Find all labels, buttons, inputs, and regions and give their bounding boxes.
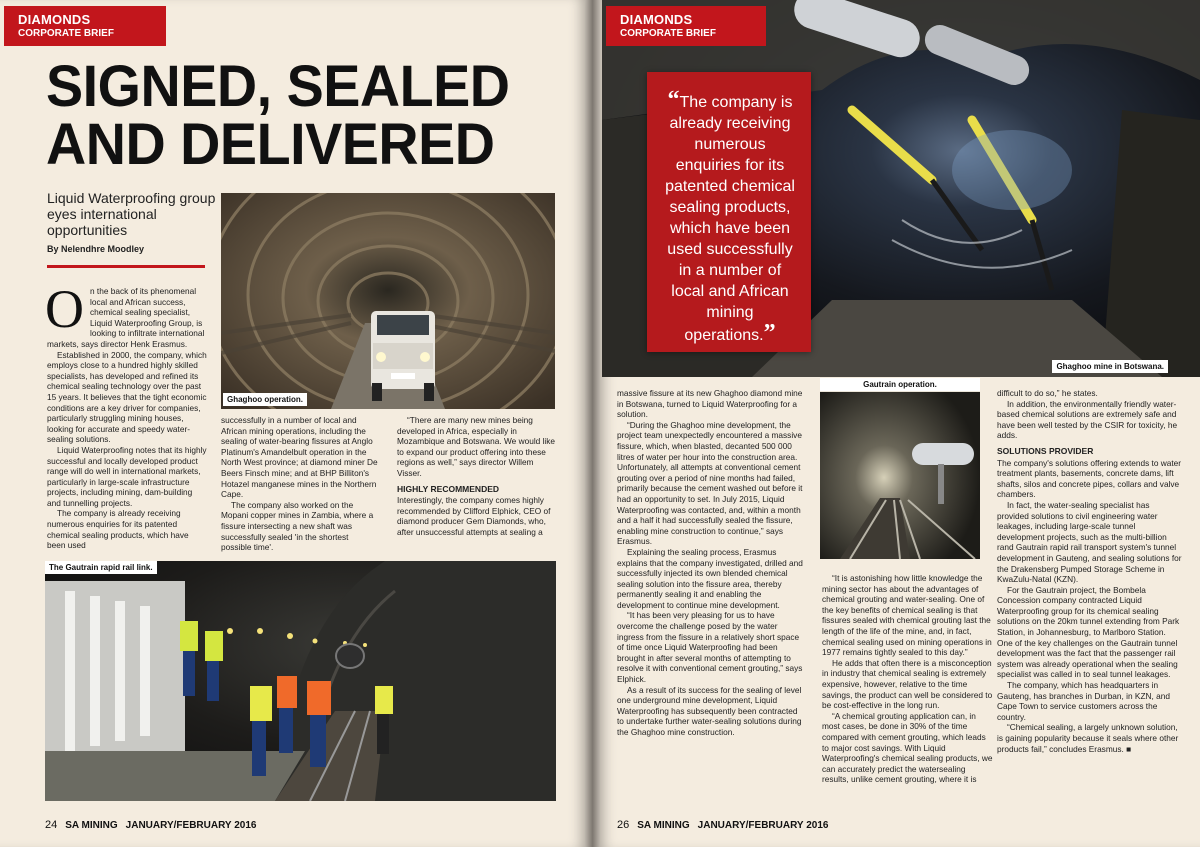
photo-gautrain-operation: [820, 378, 980, 559]
byline: By Nelendhre Moodley: [47, 244, 145, 254]
article-column-1: [617, 388, 805, 738]
article-column-2: [221, 415, 381, 553]
close-quote-mark: ”: [763, 320, 776, 346]
paragraph: Liquid Waterproofing notes that its highly successful and locally developed product range will do well in international markets, particularly in large-scale infrastructure projects, including mining, dam-building and tunnelling projects.: [47, 444, 207, 508]
photo-caption: Ghaghoo operation.: [223, 393, 307, 406]
magazine-name: SA MINING: [65, 820, 118, 831]
photo-caption: Ghaghoo mine in Botswana.: [1052, 360, 1168, 373]
article-column-3: [997, 388, 1182, 754]
paragraph: Explaining the sealing process, Erasmus explains that the company investigated, drilled and successfully injected its own blended chemical sealing solution into the fissure area, thereby permanently sealing it and enabling the development to continue mine development.: [617, 546, 803, 610]
pull-quote-text: The company is already receiving numerous enquiries for its patented chemical sealing products, which have been used successfully in a number of local and African mining operations.: [665, 94, 795, 344]
left-page: [0, 0, 585, 847]
subsection-label: CORPORATE BRIEF: [620, 28, 716, 39]
paragraph: As a result of its success for the sealing of level one underground mine development, Liquid Waterproofing has subsequently been contracted to undertake further water-sealing solutions during the Ghaghoo mine construction.: [617, 684, 802, 737]
article-column-2: [822, 573, 994, 785]
paragraph: “During the Ghaghoo mine development, the project team unexpectedly encountered a massive fissure, which, when blasted, decanted 500 000 litres of water per hour into the construction area. Unfortunately, all attempts at conventional cement grouting over a period of nine months had failed, primarily because the cement washed out before it had an opportunity to set. In July 2015, Liquid Waterproofing was contacted, and, within a month and a half it had successfully sealed the fissure, enabling mine construction to continue,” says Erasmus.: [617, 419, 803, 547]
photo-caption: The Gautrain rapid rail link.: [45, 561, 157, 574]
paragraph: For the Gautrain project, the Bombela Concession company contracted Liquid Waterproofing group for its chemical sealing solutions on the 20km tunnel extending from Park Station, in Johannesburg, to Marlboro Station. One of the key challenges on the Gautrain tunnel development was the fact that the passenger rail system was already operational when the sealing specialist was called in to seal tunnel leakages.: [997, 584, 1180, 680]
paragraph: successfully in a number of local and African mining operations, including the sealing of water-bearing fissures at Anglo Platinum's Amandelbult operation in the North West province; at diamond miner De Beers Finsch mine; and at BHP Billiton's Hotazel manganese mines in the Northern Cape.: [221, 415, 378, 500]
photo-gautrain-rail: [45, 561, 556, 801]
paragraph: difficult to do so,” he states.: [997, 388, 1098, 398]
section-label: DIAMONDS: [620, 12, 693, 27]
paragraph: Interestingly, the company comes highly recommended by Clifford Elphick, CEO of diamond producer Gem Diamonds, who, after unsuccessful attempts at sealing a: [397, 495, 551, 537]
drop-cap: O: [45, 279, 84, 339]
page-footer: [617, 819, 828, 831]
article-column-3: [397, 415, 557, 538]
section-tag: [4, 6, 166, 46]
photo-caption: Gautrain operation.: [820, 378, 980, 391]
tunnel-vehicle-image: [221, 193, 555, 409]
page-number: 26: [617, 819, 630, 831]
paragraph: “It is astonishing how little knowledge the mining sector has about the advantages of chemical grouting and water-sealing. One of the key benefits of chemical sealing is that fissures sealed with chemical grouting last the length of the life of the mine, and, in fact, chemical sealing used on mining operations in 1977 remains tightly sealed to this day.”: [822, 573, 992, 658]
open-quote-mark: “: [667, 87, 680, 113]
paragraph: The company is already receiving numerous enquiries for its patented chemical sealing products, which have been used: [47, 508, 189, 551]
subheading: HIGHLY RECOMMENDED: [397, 483, 500, 494]
paragraph: “There are many new mines being developed in Africa, especially in Mozambique and Botswana. We would like to expand our product offering into these regions as well,” says director Willem Visser.: [397, 415, 556, 478]
paragraph: The company's solutions offering extends to water treatment plants, basements, concrete dams, lift shafts, silos and concrete pipes, collars and valve chambers.: [997, 457, 1182, 500]
paragraph: In addition, the environmentally friendly water-based chemical solutions are extremely safe and have been well tested by the CSIR for toxicity, he adds.: [997, 398, 1178, 441]
page-footer: [45, 819, 256, 831]
pull-quote: [647, 72, 811, 352]
paragraph: “It has been very pleasing for us to have overcome the challenge posed by the water ingress from the fissure in a relatively short space of time once Liquid Waterproofing had been brought in after several months of attempting to resolve it with conventional cement grouting,” says Elphick.: [617, 610, 803, 685]
paragraph: In fact, the water-sealing specialist has provided solutions to civil engineering water leakages, including large-scale tunnel development projects, such as the multi-billion rand Gautrain rapid rail transport system's tunnel development in Gauteng, and sealing solutions for the Drakensberg Pumped Storage Scheme in KwaZulu-Natal (KZN).: [997, 499, 1182, 585]
paragraph: massive fissure at its new Ghaghoo diamond mine in Botswana, turned to Liquid Waterproofing for a solution.: [617, 388, 803, 420]
photo-ghaghoo-tunnel: [221, 193, 555, 409]
gautrain-tunnel-image: [820, 378, 980, 559]
headline-line-1: SIGNED, SEALED: [46, 54, 510, 119]
paragraph: “A chemical grouting application can, in most cases, be done in 30% of the time compared with cement grouting, which leads to major cost savings. With Liquid Waterproofing's chemical sealing products, we can accurately predict the watersealing results, unlike cement grouting, where it is: [822, 710, 993, 785]
article-column-1: [45, 279, 207, 551]
rail-tunnel-workers-image: [45, 561, 556, 801]
section-tag: [606, 6, 766, 46]
paragraph: He adds that often there is a misconception in industry that chemical sealing is extremely expensive, however, relative to the time savings, the product can well be considered to be cost-effective in the long run.: [822, 657, 993, 711]
headline-line-2: AND DELIVERED: [46, 112, 495, 177]
paragraph: The company, which has headquarters in Gauteng, has branches in Durban, in KZN, and Cape Town to service customers across the country.: [997, 680, 1170, 722]
paragraph: n the back of its phenomenal local and African success, chemical sealing specialist, Liquid Waterproofing Group, is looking to infiltrate international markets, says director Henk Erasmus.: [47, 286, 205, 349]
subheading: SOLUTIONS PROVIDER: [997, 445, 1094, 456]
page-spine: [585, 0, 600, 847]
paragraph: Established in 2000, the company, which employs close to a hundred highly skilled specialists, has developed and refined its chemical sealing technology over the past 15 years. It believes that the tight economic conditions are a key driver for companies, particularly struggling mining houses, looking for accurate and speedy water-sealing solutions.: [47, 349, 207, 445]
magazine-name: SA MINING: [637, 820, 690, 831]
section-label: DIAMONDS: [18, 12, 91, 27]
paragraph: “Chemical sealing, a largely unknown solution, is gaining popularity because it seals where other products fail,” concludes Erasmus. ■: [997, 722, 1179, 754]
paragraph: The company also worked on the Mopani copper mines in Zambia, where a fissure intersecting a new shaft was successfully sealed 'in the shortest possible time'.: [221, 499, 374, 553]
issue-date: JANUARY/FEBRUARY 2016: [697, 820, 829, 831]
page-number: 24: [45, 819, 58, 831]
red-rule: [47, 265, 205, 268]
issue-date: JANUARY/FEBRUARY 2016: [125, 820, 257, 831]
subsection-label: CORPORATE BRIEF: [18, 28, 114, 39]
headline: [46, 54, 555, 177]
standfirst: Liquid Waterproofing group eyes international opportunities: [47, 190, 216, 238]
